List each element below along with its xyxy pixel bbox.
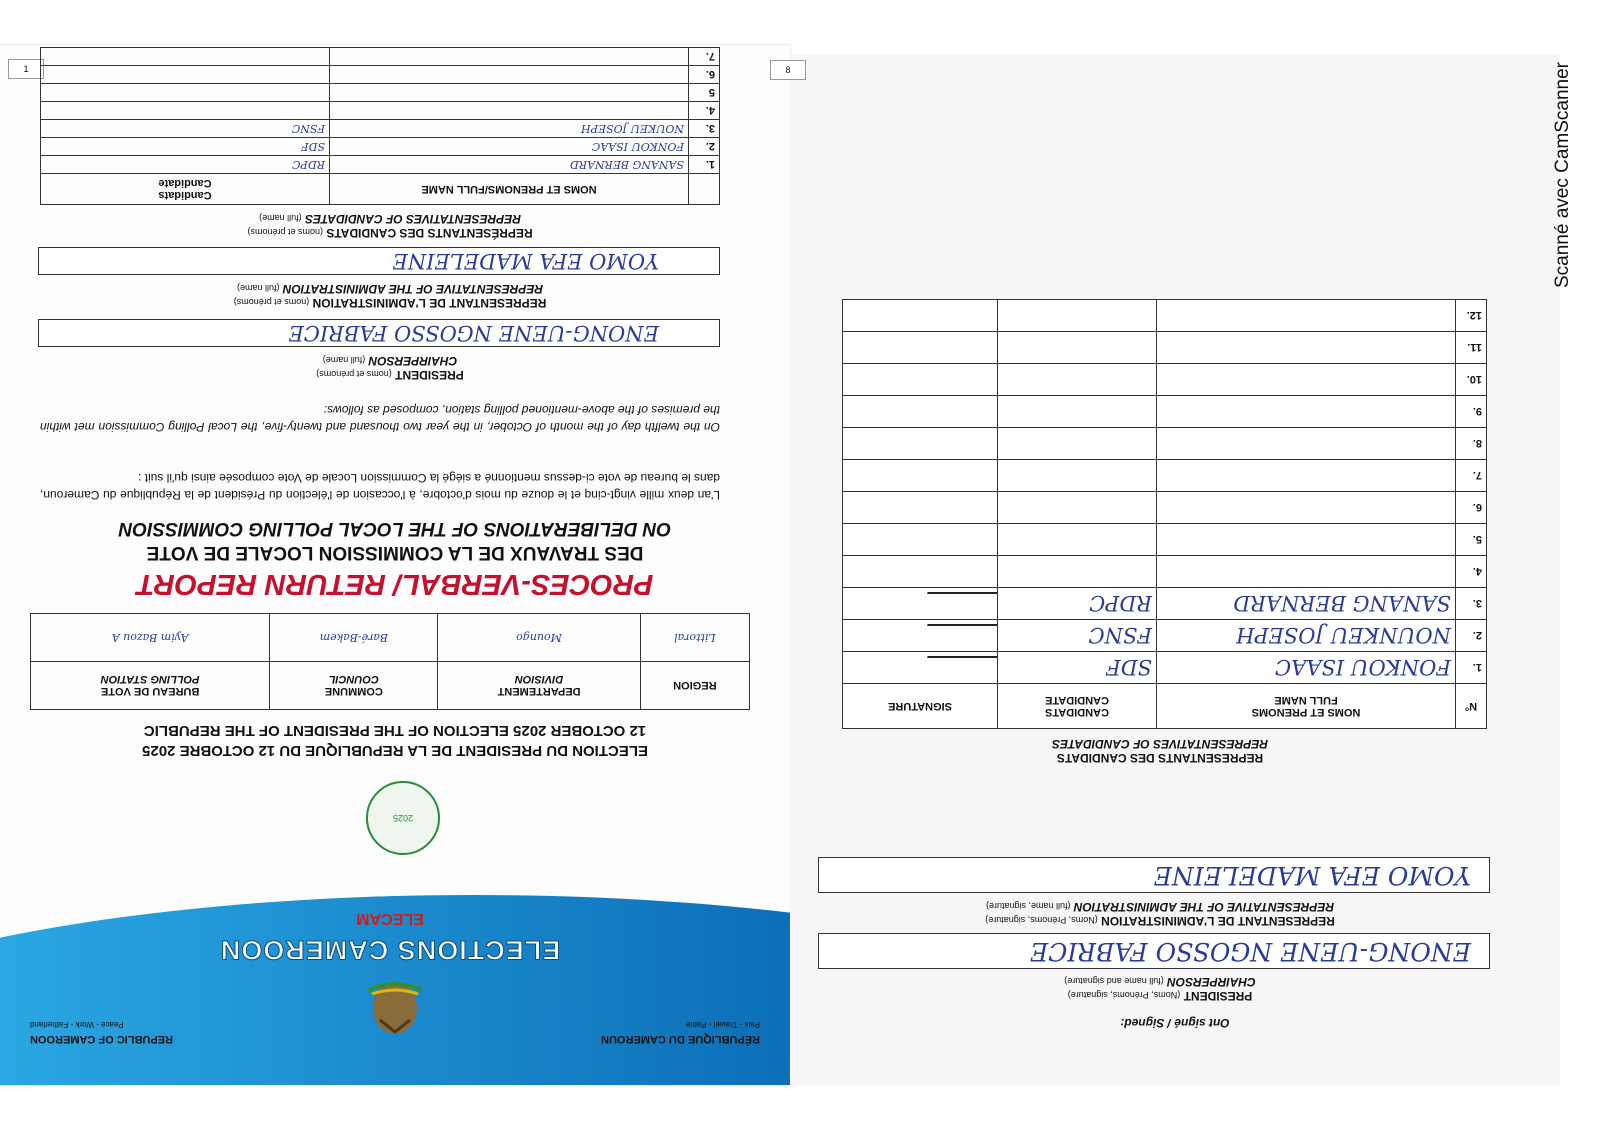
table-row: 6.: [41, 66, 720, 84]
republic-en: REPUBLIC OF CAMEROON: [30, 1033, 173, 1045]
location-header-cell: BUREAU DE VOTE POLLING STATION: [31, 662, 270, 710]
signed-label: Ont signé / Signed:: [1120, 1016, 1230, 1030]
report-title: PROCES-VERBAL/ RETURN REPORT: [136, 568, 654, 600]
table-row: 10.: [843, 364, 1487, 396]
table-row: 2. FONKOU ISAAC SDF: [41, 138, 720, 156]
table-row: 1. FONKOU ISAAC SDF: [843, 652, 1487, 684]
republic-fr: RÉPUBLIQUE DU CAMEROUN: [601, 1033, 760, 1045]
col-name: NOMS ET PRENOMS FULL NAME: [1157, 684, 1456, 729]
table-row: 7.: [41, 48, 720, 66]
org-acronym: ELECAM: [356, 910, 424, 927]
table-row: 7.: [843, 460, 1487, 492]
pangolin-emblem-icon: [360, 975, 430, 1040]
report-subtitle-en: ON DELIBERATIONS OF THE LOCAL POLLING COMMISSION: [118, 518, 672, 539]
org-name: ELECTIONS CAMEROON: [219, 935, 561, 965]
r-candidates-reps-label: REPRESENTANTS DES CANDIDATS REPRESENTATIVES OF CANDIDATES: [1051, 737, 1269, 765]
report-subtitle-fr: DES TRAVAUX DE LA COMMISSION LOCALE DE VOTE: [146, 542, 644, 563]
r-admin-rep-name: YOMO EFA MADELEINE: [1153, 861, 1471, 890]
r-president-name-field: [818, 933, 1490, 969]
division-value: Moungo: [438, 614, 640, 662]
header-band: [0, 895, 790, 1085]
candidates-reps-table-left: [40, 47, 720, 205]
location-header-cell: COMMUNE COUNCIL: [270, 662, 438, 710]
president-label: PRESIDENT (noms et prénoms) CHAIRPERSON (full name): [316, 354, 464, 382]
table-row: 1. SANANG BERNARD RDPC: [41, 156, 720, 174]
region-value: Littoral: [640, 614, 749, 662]
col-number: N°: [1456, 684, 1487, 729]
election-title-fr: ELECTION DU PRESIDENT DE LA REPUBLIQUE DU 12 OCTOBRE 2025: [142, 742, 648, 759]
signature-mark: [918, 624, 997, 650]
table-row: 4.: [843, 556, 1487, 588]
location-value-row: [31, 614, 750, 662]
camscanner-watermark-text: Scanné avec CamScanner: [1552, 61, 1573, 289]
table-row: 11.: [843, 332, 1487, 364]
republic-fr-block: [520, 1020, 760, 1045]
candidates-reps-label: REPRÉSENTANTS DES CANDIDATS (noms et prénoms) REPRESENTATIVES OF CANDIDATES (full name): [247, 212, 533, 240]
table-row: 5.: [843, 524, 1487, 556]
location-table: [30, 613, 750, 710]
left-page-content: [0, 45, 790, 1085]
table-row: 4.: [41, 102, 720, 120]
col-name: NOMS ET PRENOMS/FULL NAME: [330, 174, 689, 205]
r-admin-rep-label: REPRESENTANT DE L'ADMINISTRATION (Noms, Prénoms, signature) REPRESENTATIVE OF THE ADMINISTRATION (full name, signature): [985, 900, 1335, 928]
table-row: 9.: [843, 396, 1487, 428]
motto-fr: Paix - Travail - Patrie: [685, 1020, 760, 1029]
signature-mark: [918, 656, 997, 682]
col-candidate: Candidats Candidate: [41, 174, 330, 205]
r-president-name: ENONG-UENE NGOSSO FABRICE: [1029, 937, 1471, 966]
seal-text: 2025: [392, 813, 414, 823]
page-number: 8: [770, 60, 806, 80]
table-row: 6.: [843, 492, 1487, 524]
table-row: 2. NOUNKEU JOSEPH FSNC: [843, 620, 1487, 652]
candidates-reps-table-right: [842, 299, 1487, 729]
camscanner-watermark: [1548, 30, 1578, 320]
election-title: [30, 720, 760, 760]
r-admin-rep-name-field: [818, 857, 1490, 893]
council-value: Baré-Bakem: [270, 614, 438, 662]
location-header-cell: DEPARTEMENT DIVISION: [438, 662, 640, 710]
president-name-field: [38, 319, 720, 347]
table-row: 12.: [843, 300, 1487, 332]
col-signature: SIGNATURE: [843, 684, 998, 729]
col-number: [689, 174, 720, 205]
motto-en: Peace - Work - Fatherland: [30, 1020, 124, 1029]
election-title-en: 12 OCTOBER 2025 ELECTION OF THE PRESIDENT OF THE REPUBLIC: [143, 722, 647, 739]
table-row: 3. SANANG BERNARD RDPC: [843, 588, 1487, 620]
page-number: 1: [8, 59, 44, 79]
table-row: 5: [41, 84, 720, 102]
polling-station-value: Ayim Bazou A: [31, 614, 270, 662]
location-header-cell: REGION: [640, 662, 749, 710]
right-page-content: [790, 55, 1560, 1085]
col-candidate: CANDIDATS CANDIDATE: [998, 684, 1157, 729]
admin-rep-name-field: [38, 247, 720, 275]
table-header-row: [843, 684, 1487, 729]
right-page: [785, 55, 1560, 1085]
admin-rep-label: REPRESENTANT DE L'ADMINISTRATION (noms et prénoms) REPRESENTATIVE OF THE ADMINISTRATION (full name): [233, 282, 547, 310]
left-page: [0, 45, 790, 1085]
president-name: ENONG-UENE NGOSSO FABRICE: [288, 321, 659, 345]
election-seal: [366, 781, 440, 855]
table-row: 3. NOUKEU JOSEPH FSNC: [41, 120, 720, 138]
r-president-label: PRESIDENT (Noms, Prénoms, signature) CHAIRPERSON (full name and signature): [1064, 975, 1256, 1003]
location-header-row: [31, 662, 750, 710]
intro-paragraph-fr: L'an deux mille vingt-cinq et le douze du mois d'octobre, à l'occasion de l'élection du Président de la République du Cameroun, dans le bureau de vote ci-dessus mentionné a siégé la Commission Locale de Vote composée ainsi qu'il suit :: [40, 471, 720, 502]
table-row: 8.: [843, 428, 1487, 460]
admin-rep-name: YOMO EFA MADELEINE: [392, 249, 659, 273]
table-header-row: [41, 174, 720, 205]
intro-paragraph-en: On the twelfth day of the month of October, in the year two thousand and twenty-five, the Local Polling Commission met within the premises of the above-mentioned polling station, composed as follows:: [40, 403, 720, 434]
republic-en-block: [30, 1020, 250, 1045]
signature-mark: [918, 592, 997, 618]
